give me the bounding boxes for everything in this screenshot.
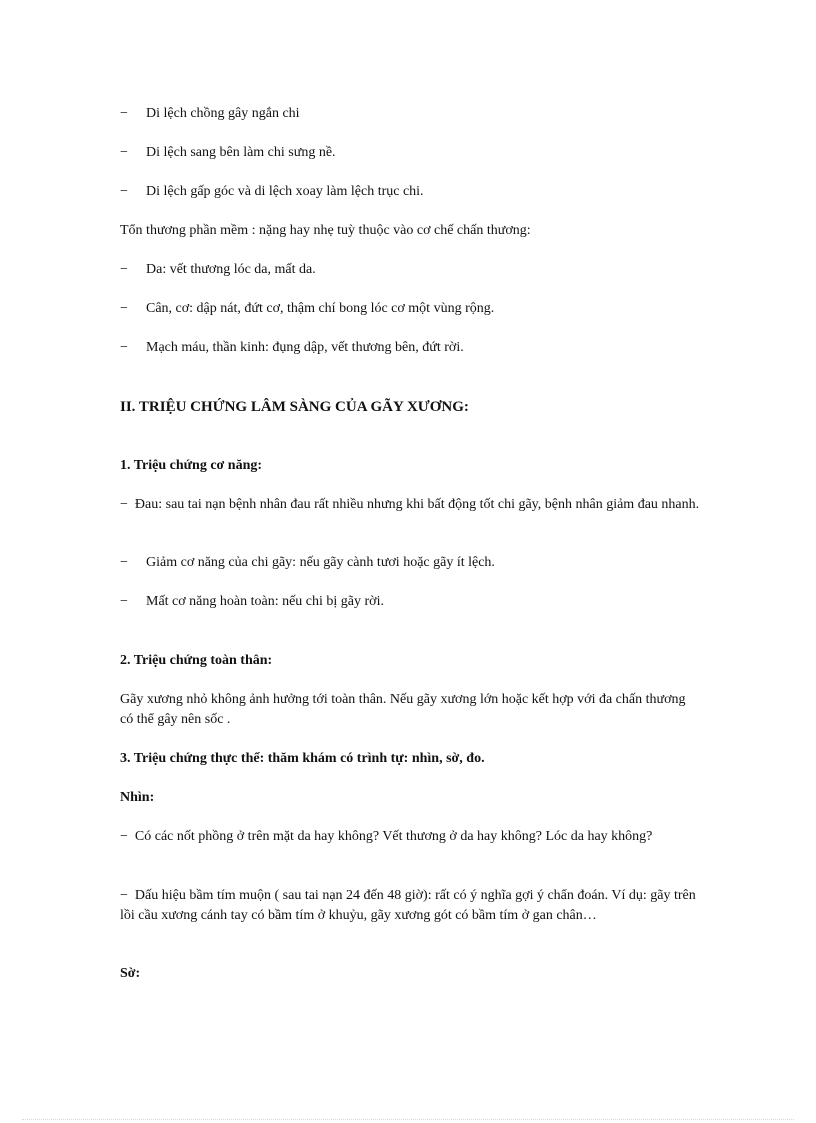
- list-item: [120, 182, 700, 202]
- list-item-text: Di lệch sang bên làm chi sưng nề.: [146, 145, 336, 160]
- list-item: [120, 104, 700, 124]
- list-item-text: Di lệch chồng gây ngắn chi: [146, 106, 300, 121]
- list-item-text: Di lệch gấp góc và di lệch xoay làm lệch trục chi.: [146, 184, 424, 199]
- subsection-heading: 2. Triệu chứng toàn thân:: [120, 653, 273, 668]
- bullet-dash: −: [120, 145, 128, 160]
- bullet-dash: −: [120, 106, 128, 121]
- list-item: [120, 299, 700, 319]
- bullet-dash: −: [120, 497, 128, 512]
- subsection-heading: Nhìn:: [120, 790, 155, 805]
- list-item-text: Mất cơ năng hoàn toàn: nếu chi bị gãy rời.: [146, 594, 384, 609]
- list-item-text: Cân, cơ: dập nát, đứt cơ, thậm chí bong lóc cơ một vùng rộng.: [146, 301, 495, 316]
- bullet-dash: −: [120, 301, 128, 316]
- list-item: [120, 260, 700, 280]
- bullet-dash: −: [120, 262, 128, 277]
- bullet-dash: −: [120, 184, 128, 199]
- list-item: [120, 827, 700, 847]
- bullet-dash: −: [120, 555, 128, 570]
- section-heading: II. TRIỆU CHỨNG LÂM SÀNG CỦA GÃY XƯƠNG:: [120, 399, 469, 415]
- subsection-heading: 3. Triệu chứng thực thể: thăm khám có trình tự: nhìn, sờ, đo.: [120, 751, 485, 766]
- subsection-heading: Sờ:: [120, 966, 141, 981]
- list-item-text: Giảm cơ năng của chi gãy: nếu gãy cành tươi hoặc gãy ít lệch.: [146, 555, 495, 570]
- bullet-dash: −: [120, 594, 128, 609]
- bullet-dash: −: [120, 888, 128, 903]
- list-item-text: Đau: sau tai nạn bệnh nhân đau rất nhiều nhưng khi bất động tốt chi gãy, bệnh nhân giảm đau nhanh.: [134, 497, 700, 512]
- bullet-dash: −: [120, 340, 128, 355]
- list-item: [120, 495, 700, 515]
- list-item: [120, 886, 700, 926]
- list-item: [120, 592, 700, 612]
- list-item: [120, 143, 700, 163]
- list-item-text: Dấu hiệu bầm tím muộn ( sau tai nạn 24 đến 48 giờ): rất có ý nghĩa gợi ý chẩn đoán. Ví dụ: gãy trên lồi cầu xương cánh tay có bầm tím ở khuỷu, gãy xương gót có bầm tím ở gan chân…: [120, 888, 696, 923]
- list-item-text: Mạch máu, thần kinh: đụng dập, vết thương bên, đứt rời.: [146, 340, 464, 355]
- list-item: [120, 553, 700, 573]
- paragraph: Tổn thương phần mềm : nặng hay nhẹ tuỳ thuộc vào cơ chế chấn thương:: [120, 223, 531, 238]
- list-item-text: Có các nốt phồng ở trên mặt da hay không? Vết thương ở da hay không? Lóc da hay không?: [134, 829, 653, 844]
- paragraph: Gãy xương nhỏ không ảnh hưởng tới toàn thân. Nếu gãy xương lớn hoặc kết hợp với đa chấn thương có thể gây nên sốc .: [120, 692, 686, 727]
- page-footer-divider: [22, 1119, 794, 1120]
- list-item: [120, 338, 700, 358]
- subsection-heading: 1. Triệu chứng cơ năng:: [120, 458, 263, 473]
- list-item-text: Da: vết thương lóc da, mất da.: [146, 262, 316, 277]
- bullet-dash: −: [120, 829, 128, 844]
